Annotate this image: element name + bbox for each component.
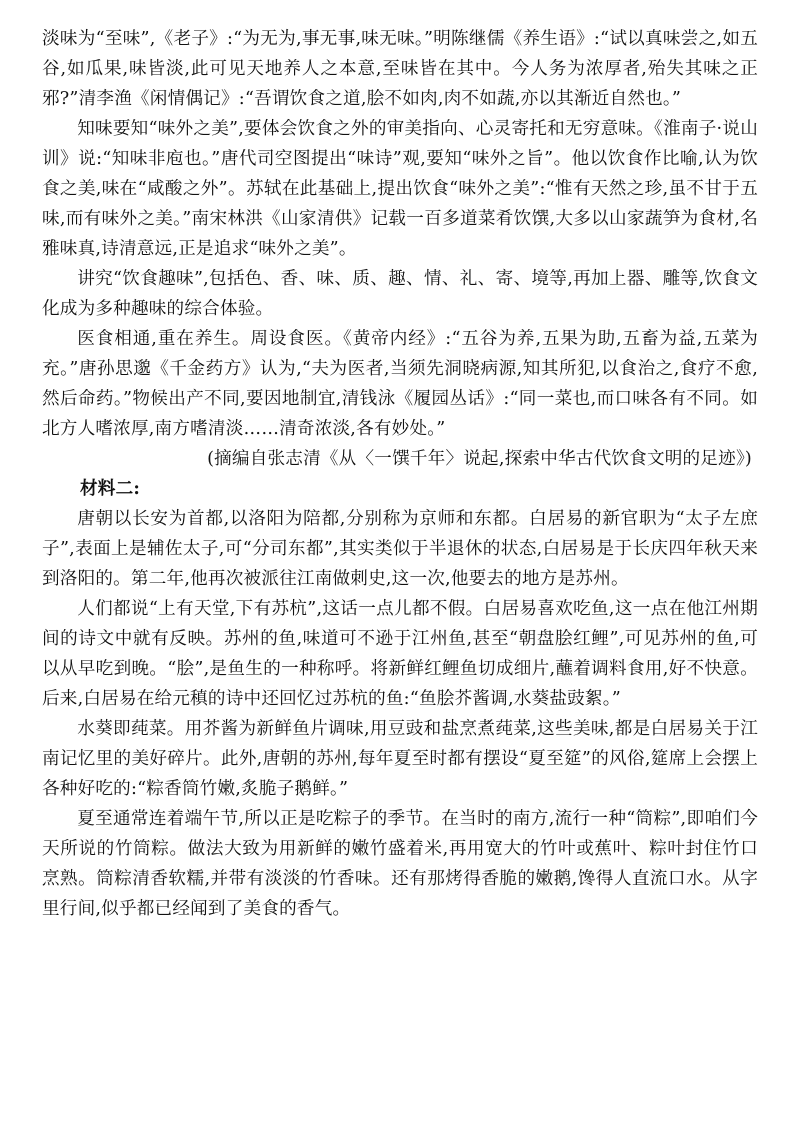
paragraph-plain-taste: 淡味为“至味”,《老子》:“为无为,事无事,味无味。”明陈继儒《养生语》:“试以真味尝之,如五谷,如瓜果,味皆淡,此可见天地养人之本意,至味皆在其中。今人务为浓厚者,殆失其味之正邪?”清李渔《闲情偶记》:“吾谓饮食之道,脍不如肉,肉不如蔬,亦以其渐近自然也。” (42, 29, 758, 109)
paragraph-suzhou-fish: 人们都说“上有天堂,下有苏杭”,这话一点儿都不假。白居易喜欢吃鱼,这一点在他江州期间的诗文中就有反映。苏州的鱼,味道可不逊于江州鱼,甚至“朝盘脍红鲤”,可见苏州的鱼,可以从早吃到晚。“脍”,是鱼生的一种称呼。将新鲜红鲤鱼切成细片,蘸着调料食用,好不快意。后来,白居易在给元稹的诗中还回忆过苏杭的鱼:“鱼脍芥酱调,水葵盐豉絮。” (42, 599, 758, 709)
paragraph-luoyang: 唐朝以长安为首都,以洛阳为陪都,分别称为京师和东都。白居易的新官职为“太子左庶子”,表面上是辅佐太子,可“分司东都”,其实类似于半退休的状态,白居易是于长庆四年秋天来到洛阳的。第二年,他再次被派往江南做刺史,这一次,他要去的地方是苏州。 (42, 509, 758, 589)
paragraph-bamboo-zongzi: 夏至通常连着端午节,所以正是吃粽子的季节。在当时的南方,流行一种“筒粽”,即咱们今天所说的竹筒粽。做法大致为用新鲜的嫩竹盛着米,再用宽大的竹叶或蕉叶、粽叶封住竹口烹熟。筒粽清香软糯,并带有淡淡的竹香味。还有那烤得香脆的嫩鹅,馋得人直流口水。从字里行间,似乎都已经闻到了美食的香气。 (42, 809, 758, 919)
paragraph-water-shield: 水葵即莼菜。用芥酱为新鲜鱼片调味,用豆豉和盐烹煮莼菜,这些美味,都是白居易关于江南记忆里的美好碎片。此外,唐朝的苏州,每年夏至时都有摆设“夏至筵”的风俗,筵席上会摆上各种好吃的:“粽香筒竹嫩,炙脆子鹅鲜。” (42, 719, 758, 799)
source-citation: (摘编自张志清《从〈一馔千年〉说起,探索中华古代饮食文明的足迹》) (207, 449, 752, 469)
document-page (42, 24, 758, 924)
section-heading-material-two: 材料二: (80, 478, 141, 499)
paragraph-medicine-food: 医食相通,重在养生。周设食医。《黄帝内经》:“五谷为养,五果为助,五畜为益,五菜为充。”唐孙思邈《千金药方》认为,“夫为医者,当须先洞晓病源,知其所犯,以食治之,食疗不愈,然后命药。”物候出产不同,要因地制宜,清钱泳《履园丛话》:“同一菜也,而口味各有不同。如北方人嗜浓厚,南方嗜清淡……清奇浓淡,各有妙处。” (42, 329, 758, 439)
paragraph-taste-beyond: 知味要知“味外之美”,要体会饮食之外的审美指向、心灵寄托和无穷意味。《淮南子·说山训》说:“知味非庖也。”唐代司空图提出“味诗”观,要知“味外之旨”。他以饮食作比喻,认为饮食之美,味在“咸酸之外”。苏轼在此基础上,提出饮食“味外之美”:“惟有天然之珍,虽不甘于五味,而有味外之美。”南宋林洪《山家清供》记载一百多道菜肴饮馔,大多以山家蔬笋为食材,名雅味真,诗清意远,正是追求“味外之美”。 (42, 119, 758, 259)
paragraph-dining-interest: 讲究“饮食趣味”,包括色、香、味、质、趣、情、礼、寄、境等,再加上器、雕等,饮食文化成为多种趣味的综合体验。 (42, 269, 758, 319)
